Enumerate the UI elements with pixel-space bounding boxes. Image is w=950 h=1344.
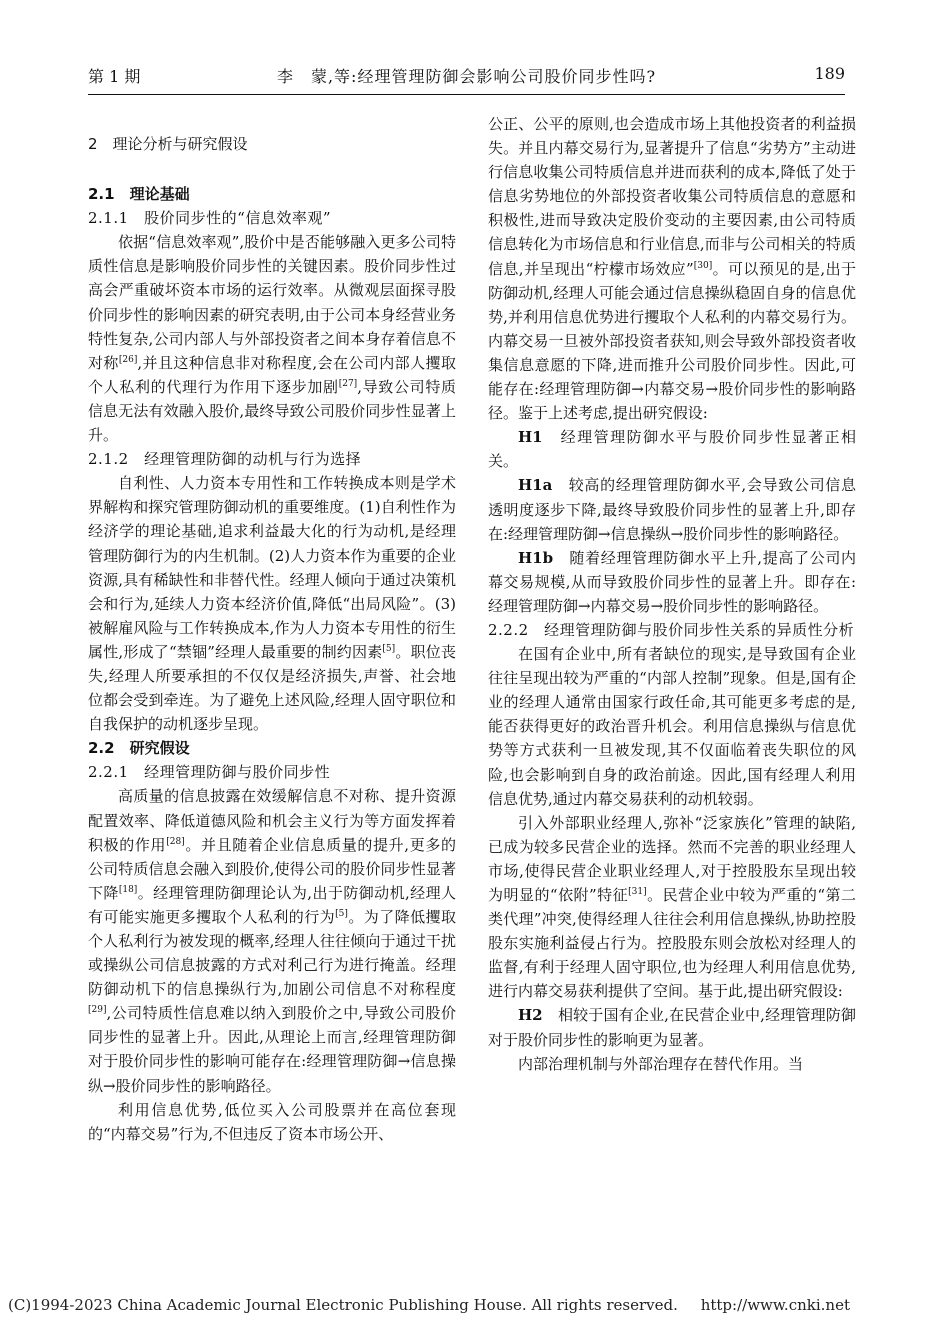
- running-title: 李 蒙,等:经理管理防御会影响公司股价同步性吗?: [276, 67, 657, 86]
- subsection-2-2-2-heading: 2.2.2 经理管理防御与股价同步性关系的异质性分析: [488, 620, 855, 639]
- subsection-2-1-2-heading: 2.1.2 经理管理防御的动机与行为选择: [88, 450, 362, 469]
- right-column: [488, 112, 856, 1076]
- paragraph-information-efficiency: 依据“信息效率观”,股价中是否能够融入更多公司特质性信息是影响股价同步性的关键因素。股价同步性过高会严重破坏资本市场的运行效率。从微观层面探寻股价同步性的影响因素的研究表明,由于公司本身经营业务特性复杂,公司内部人与外部投资者之间本身存着信息不对称[26],并且这种信息非对称程度,会在公司内部人攫取个人私利的代理行为作用下逐步加剧[27],导致公司特质信息无法有效融入股价,最终导致公司股价同步性显著上升。: [88, 233, 456, 445]
- hypothesis-h1a: H1a 较高的经理管理防御水平,会导致公司信息透明度逐步下降,最终导致股价同步性的显著上升,即存在:经理管理防御→信息操纵→股价同步性的影响路径。: [488, 476, 856, 543]
- left-column: [88, 118, 456, 1146]
- subsection-2-2-1-heading: 2.2.1 经理管理防御与股价同步性: [88, 763, 331, 782]
- citation: [28]: [166, 836, 185, 847]
- citation: [5]: [335, 908, 348, 919]
- citation: [31]: [628, 887, 647, 897]
- paragraph-defense-motives: 自利性、人力资本专用性和工作转换成本则是学术界解构和探究管理防御动机的重要维度。(1)自利性作为经济学的理论基础,追求利益最大化的行为动机,是经理管理防御行为的内生机制。(2)人力资本作为重要的企业资源,具有稀缺性和非替代性。经理人倾向于通过决策机会和行为,延续人力资本经济价值,降低“出局风险”。(3)被解雇风险与工作转换成本,作为人力资本专用性的衍生属性,形成了“禁锢”经理人最重要的制约因素[5]。职位丧失,经理人所要承担的不仅仅是经济损失,声誉、社会地位都会受到牵连。为了避免上述风险,经理人固守职位和自我保护的动机逐步呈现。: [88, 474, 456, 734]
- citation: [18]: [118, 884, 138, 895]
- paragraph-disclosure: 高质量的信息披露在效缓解信息不对称、提升资源配置效率、降低道德风险和机会主义行为等方面发挥着积极的作用[28]。并且随着企业信息质量的提升,更多的公司特质信息会融入到股价,使得公司的股价同步性显著下降[18]。经理管理防御理论认为,出于防御动机,经理人有可能实施更多攫取个人私利的行为[5]。为了降低攫取个人私利行为被发现的概率,经理人往往倾向于通过干扰或操纵公司信息披露的方式对利己行为进行掩盖。经理防御动机下的信息操纵行为,加剧公司信息不对称程度[29],公司特质性信息难以纳入到股价之中,导致公司股价同步性的显著上升。因此,从理论上而言,经理管理防御对于股价同步性的影响可能存在:经理管理防御→信息操纵→股价同步性的影响路径。: [88, 787, 456, 1095]
- hypothesis-label: H2: [518, 1006, 543, 1025]
- hypothesis-label: H1b: [518, 548, 554, 567]
- page-number: 189: [814, 64, 845, 83]
- hypothesis-h1: H1 经理管理防御水平与股价同步性显著正相关。: [488, 428, 856, 471]
- citation: [27]: [338, 378, 358, 389]
- hypothesis-label: H1a: [518, 476, 553, 495]
- subsection-2-2-heading: 2.2 研究假设: [88, 739, 190, 758]
- subsection-2-1-1-heading: 2.1.1 股价同步性的“信息效率观”: [88, 209, 332, 228]
- copyright-notice: (C)1994-2023 China Academic Journal Electronic Publishing House. All rights reserved.: [8, 1296, 678, 1314]
- citation: [29]: [88, 1005, 107, 1016]
- paragraph-governance: 内部治理机制与外部治理存在替代作用。当: [518, 1054, 804, 1073]
- page-header: [88, 64, 845, 92]
- section-title: 2 理论分析与研究假设: [88, 135, 248, 153]
- subsection-2-1-heading: 2.1 理论基础: [88, 185, 190, 204]
- paragraph-insider-trading-continued: 公正、公平的原则,也会造成市场上其他投资者的利益损失。并且内幕交易行为,显著提升了信息“劣势方”主动进行信息收集公司特质信息并进而获利的成本,降低了处于信息劣势地位的外部投资者收集公司特质信息的意愿和积极性,进而导致决定股价变动的主要因素,由公司特质信息转化为市场信息和行业信息,而非与公司相关的特质信息,并呈现出“柠檬市场效应”[30]。可以预见的是,出于防御动机,经理人可能会通过信息操纵稳固自身的信息优势,并利用信息优势进行攫取个人私利的内幕交易行为。内幕交易一旦被外部投资者获知,则会导致外部投资者收集信息意愿的下降,进而推升公司股价同步性。因此,可能存在:经理管理防御→内幕交易→股价同步性的影响路径。鉴于上述考虑,提出研究假设:: [488, 115, 856, 423]
- header-rule: [88, 94, 845, 95]
- paragraph-private-firms: 引入外部职业经理人,弥补“泛家族化”管理的缺陷,已成为较多民营企业的选择。然而不完善的职业经理人市场,使得民营企业职业经理人,对于控股股东呈现出较为明显的“依附”特征[31]。民营企业中较为严重的“第二类代理”冲突,使得经理人往往会利用信息操纵,协助控股股东实施利益侵占行为。控股股东则会放松对经理人的监督,有利于经理人固守职位,也为经理人利用信息优势,进行内幕交易获利提供了空间。基于此,提出研究假设:: [488, 813, 857, 1001]
- hypothesis-h1b: H1b 随着经理管理防御水平上升,提高了公司内幕交易规模,从而导致股价同步性的显著上升。即存在:经理管理防御→内幕交易→股价同步性的影响路径。: [488, 548, 856, 615]
- hypothesis-h2: H2 相较于国有企业,在民营企业中,经理管理防御对于股价同步性的影响更为显著。: [488, 1006, 856, 1049]
- journal-issue: 第 1 期: [88, 67, 141, 86]
- cnki-link[interactable]: http://www.cnki.net: [700, 1296, 850, 1314]
- paragraph-state-owned: 在国有企业中,所有者缺位的现实,是导致国有企业往往呈现出较为严重的“内部人控制”现象。但是,国有企业的经理人通常由国家行政任命,其可能更多考虑的是,能否获得更好的政治晋升机会。利用信息操纵与信息优势等方式获利一旦被发现,其不仅面临着丧失职位的风险,也会影响到自身的政治前途。因此,国有经理人利用信息优势,通过内幕交易获利的动机较弱。: [488, 645, 856, 808]
- citation: [30]: [693, 260, 713, 271]
- citation: [5]: [382, 643, 396, 654]
- paragraph-insider-trading: 利用信息优势,低位买入公司股票并在高位套现的“内幕交易”行为,不但违反了资本市场公开、: [88, 1100, 456, 1143]
- citation: [26]: [118, 354, 138, 365]
- hypothesis-label: H1: [518, 428, 543, 447]
